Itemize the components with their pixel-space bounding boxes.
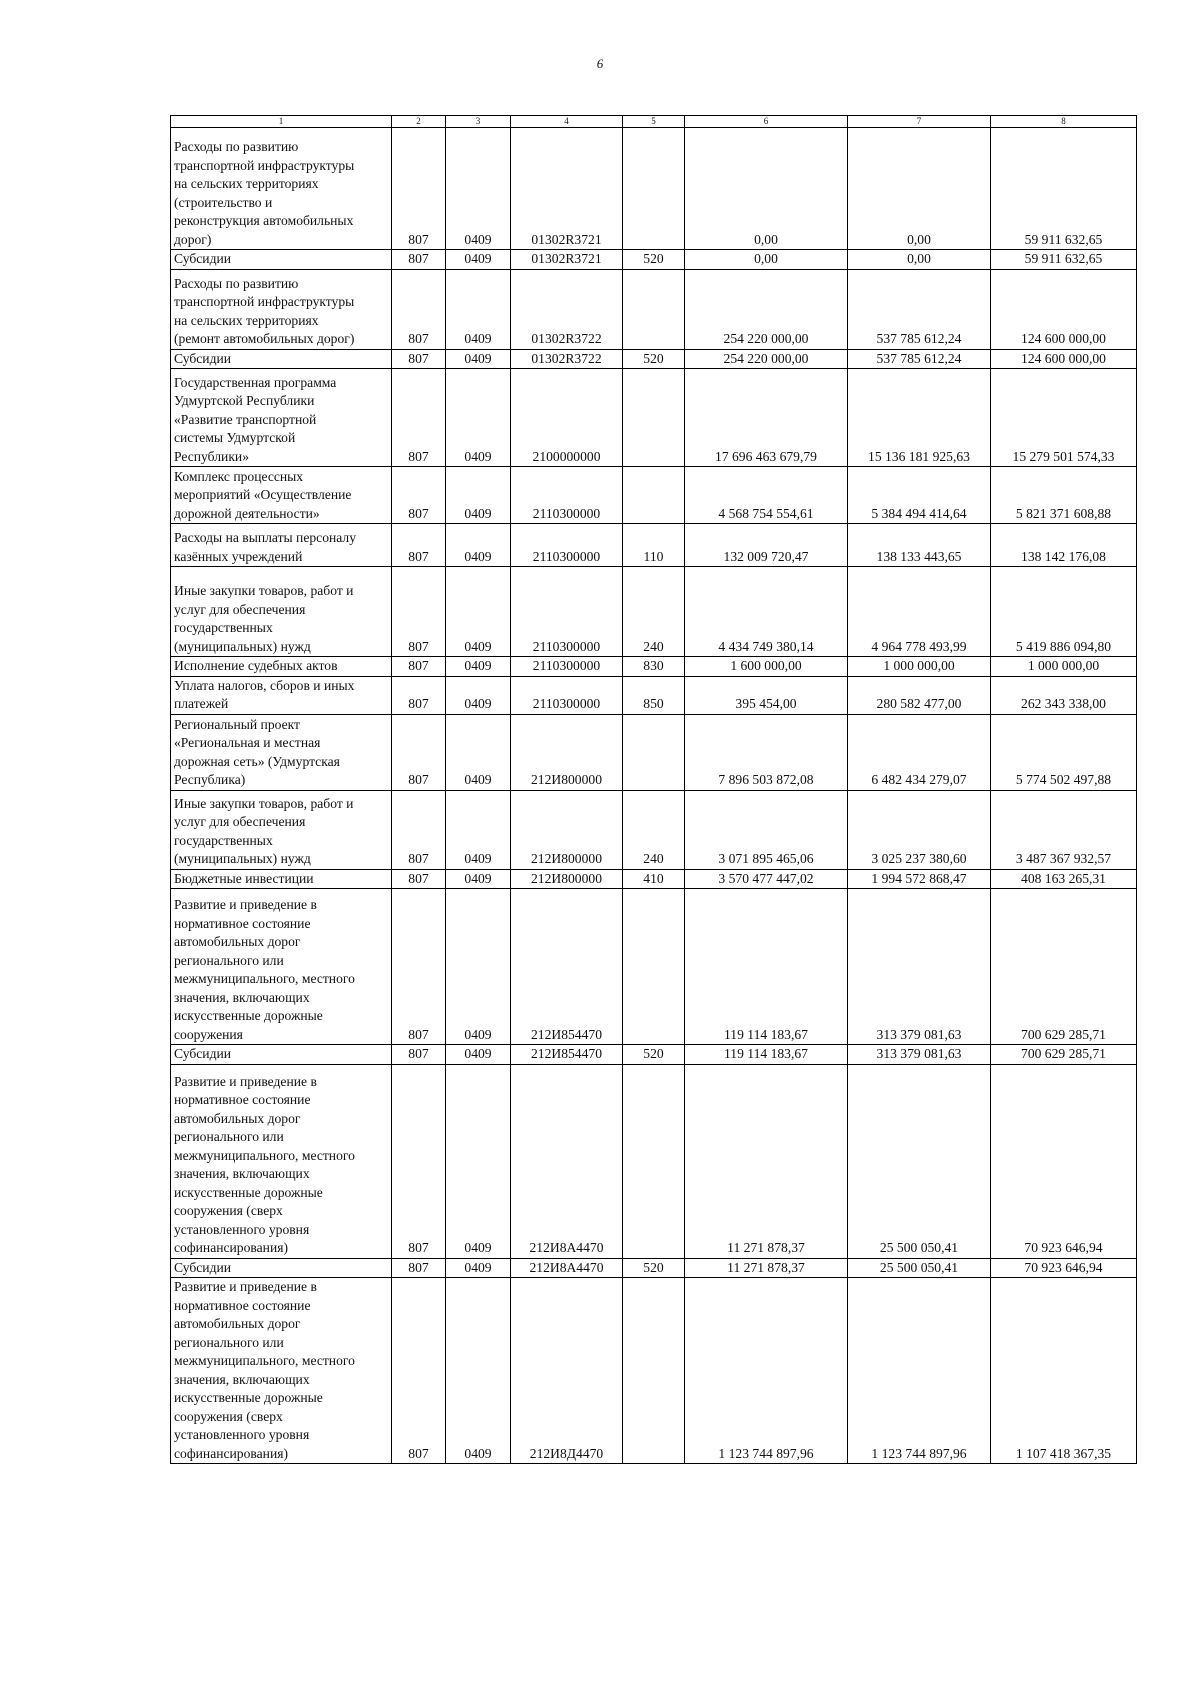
amount-year1-cell: 4 434 749 380,14	[685, 567, 848, 657]
ministry-code-cell: 807	[392, 250, 446, 270]
amount-year3-cell: 59 911 632,65	[991, 128, 1137, 250]
expense-name-cell: Расходы на выплаты персоналу казённых учреждений	[171, 524, 392, 567]
table-row	[171, 714, 1137, 790]
table-row	[171, 790, 1137, 869]
expense-type-cell: 830	[623, 657, 685, 677]
amount-year3-cell: 3 487 367 932,57	[991, 790, 1137, 869]
section-code-cell: 0409	[446, 250, 511, 270]
amount-year2-cell: 537 785 612,24	[848, 269, 991, 349]
expense-type-cell	[623, 269, 685, 349]
expense-name-cell: Иные закупки товаров, работ и услуг для обеспечения государственных (муниципальных) нужд	[171, 790, 392, 869]
table-row	[171, 657, 1137, 677]
section-code-cell: 0409	[446, 714, 511, 790]
amount-year3-cell: 15 279 501 574,33	[991, 369, 1137, 467]
amount-year2-cell: 313 379 081,63	[848, 1045, 991, 1065]
expense-name-cell: Комплекс процессных мероприятий «Осуществление дорожной деятельности»	[171, 467, 392, 524]
amount-year2-cell: 1 123 744 897,96	[848, 1278, 991, 1464]
amount-year1-cell: 1 123 744 897,96	[685, 1278, 848, 1464]
section-code-cell: 0409	[446, 889, 511, 1045]
target-article-cell: 212И800000	[511, 869, 623, 889]
amount-year2-cell: 280 582 477,00	[848, 676, 991, 714]
target-article-cell: 2110300000	[511, 657, 623, 677]
amount-year2-cell: 537 785 612,24	[848, 349, 991, 369]
ministry-code-cell: 807	[392, 1064, 446, 1258]
amount-year1-cell: 119 114 183,67	[685, 889, 848, 1045]
expense-name-cell: Расходы по развитию транспортной инфраструктуры на сельских территориях (строительство и реконструкция автомобильных дорог)	[171, 128, 392, 250]
target-article-cell: 212И800000	[511, 790, 623, 869]
ministry-code-cell: 807	[392, 369, 446, 467]
amount-year1-cell: 395 454,00	[685, 676, 848, 714]
section-code-cell: 0409	[446, 1278, 511, 1464]
expense-type-cell: 520	[623, 349, 685, 369]
header-cell: 1	[171, 116, 392, 128]
page-number: 6	[596, 56, 604, 71]
amount-year1-cell: 0,00	[685, 250, 848, 270]
expense-type-cell	[623, 1278, 685, 1464]
table-row	[171, 269, 1137, 349]
table-row	[171, 349, 1137, 369]
table-row	[171, 889, 1137, 1045]
ministry-code-cell: 807	[392, 128, 446, 250]
amount-year3-cell: 124 600 000,00	[991, 349, 1137, 369]
table-row	[171, 567, 1137, 657]
amount-year2-cell: 25 500 050,41	[848, 1064, 991, 1258]
section-code-cell: 0409	[446, 1064, 511, 1258]
expense-name-cell: Уплата налогов, сборов и иных платежей	[171, 676, 392, 714]
ministry-code-cell: 807	[392, 790, 446, 869]
section-code-cell: 0409	[446, 524, 511, 567]
ministry-code-cell: 807	[392, 467, 446, 524]
amount-year3-cell: 5 821 371 608,88	[991, 467, 1137, 524]
budget-table	[170, 115, 1137, 1464]
amount-year3-cell: 124 600 000,00	[991, 269, 1137, 349]
header-cell: 3	[446, 116, 511, 128]
amount-year3-cell: 408 163 265,31	[991, 869, 1137, 889]
expense-type-cell	[623, 714, 685, 790]
expense-name-cell: Субсидии	[171, 349, 392, 369]
table-row	[171, 128, 1137, 250]
section-code-cell: 0409	[446, 128, 511, 250]
table-row	[171, 250, 1137, 270]
header-row	[171, 116, 1137, 128]
amount-year2-cell: 15 136 181 925,63	[848, 369, 991, 467]
section-code-cell: 0409	[446, 676, 511, 714]
amount-year1-cell: 0,00	[685, 128, 848, 250]
amount-year3-cell: 5 419 886 094,80	[991, 567, 1137, 657]
amount-year3-cell: 262 343 338,00	[991, 676, 1137, 714]
target-article-cell: 2110300000	[511, 567, 623, 657]
header-cell: 7	[848, 116, 991, 128]
expense-name-cell: Субсидии	[171, 250, 392, 270]
amount-year1-cell: 17 696 463 679,79	[685, 369, 848, 467]
expense-name-cell: Бюджетные инвестиции	[171, 869, 392, 889]
amount-year1-cell: 254 220 000,00	[685, 269, 848, 349]
section-code-cell: 0409	[446, 369, 511, 467]
section-code-cell: 0409	[446, 869, 511, 889]
section-code-cell: 0409	[446, 1258, 511, 1278]
table-row	[171, 1064, 1137, 1258]
header-cell: 6	[685, 116, 848, 128]
expense-name-cell: Иные закупки товаров, работ и услуг для обеспечения государственных (муниципальных) нужд	[171, 567, 392, 657]
expense-type-cell	[623, 889, 685, 1045]
amount-year1-cell: 1 600 000,00	[685, 657, 848, 677]
table-body	[171, 128, 1137, 1464]
ministry-code-cell: 807	[392, 714, 446, 790]
ministry-code-cell: 807	[392, 1278, 446, 1464]
amount-year3-cell: 59 911 632,65	[991, 250, 1137, 270]
ministry-code-cell: 807	[392, 1045, 446, 1065]
target-article-cell: 212И8Д4470	[511, 1278, 623, 1464]
amount-year3-cell: 70 923 646,94	[991, 1258, 1137, 1278]
section-code-cell: 0409	[446, 269, 511, 349]
table-row	[171, 369, 1137, 467]
amount-year2-cell: 3 025 237 380,60	[848, 790, 991, 869]
expense-type-cell	[623, 1064, 685, 1258]
target-article-cell: 01302R3721	[511, 128, 623, 250]
expense-type-cell	[623, 369, 685, 467]
table-row	[171, 869, 1137, 889]
target-article-cell: 01302R3722	[511, 269, 623, 349]
expense-name-cell: Развитие и приведение в нормативное состояние автомобильных дорог регионального или межмуниципального, местного значения, включающих искусственные дорожные сооружения (сверх установленного уровня софинансирования)	[171, 1278, 392, 1464]
expense-type-cell: 520	[623, 250, 685, 270]
amount-year2-cell: 0,00	[848, 128, 991, 250]
section-code-cell: 0409	[446, 1045, 511, 1065]
expense-name-cell: Исполнение судебных актов	[171, 657, 392, 677]
amount-year2-cell: 5 384 494 414,64	[848, 467, 991, 524]
amount-year1-cell: 11 271 878,37	[685, 1258, 848, 1278]
amount-year2-cell: 0,00	[848, 250, 991, 270]
target-article-cell: 2110300000	[511, 524, 623, 567]
amount-year1-cell: 254 220 000,00	[685, 349, 848, 369]
table-row	[171, 1278, 1137, 1464]
table-row	[171, 1045, 1137, 1065]
expense-type-cell	[623, 467, 685, 524]
expense-type-cell: 410	[623, 869, 685, 889]
target-article-cell: 212И800000	[511, 714, 623, 790]
target-article-cell: 212И854470	[511, 889, 623, 1045]
section-code-cell: 0409	[446, 790, 511, 869]
amount-year1-cell: 11 271 878,37	[685, 1064, 848, 1258]
expense-name-cell: Расходы по развитию транспортной инфраструктуры на сельских территориях (ремонт автомобильных дорог)	[171, 269, 392, 349]
amount-year3-cell: 700 629 285,71	[991, 889, 1137, 1045]
ministry-code-cell: 807	[392, 524, 446, 567]
header-cell: 2	[392, 116, 446, 128]
amount-year1-cell: 132 009 720,47	[685, 524, 848, 567]
amount-year1-cell: 3 570 477 447,02	[685, 869, 848, 889]
amount-year2-cell: 25 500 050,41	[848, 1258, 991, 1278]
target-article-cell: 212И8А4470	[511, 1064, 623, 1258]
expense-type-cell: 240	[623, 567, 685, 657]
table-row	[171, 1258, 1137, 1278]
expense-name-cell: Развитие и приведение в нормативное состояние автомобильных дорог регионального или межмуниципального, местного значения, включающих искусственные дорожные сооружения (сверх установленного уровня софинансирования)	[171, 1064, 392, 1258]
ministry-code-cell: 807	[392, 269, 446, 349]
amount-year3-cell: 138 142 176,08	[991, 524, 1137, 567]
amount-year2-cell: 138 133 443,65	[848, 524, 991, 567]
expense-name-cell: Региональный проект «Региональная и местная дорожная сеть» (Удмуртская Республика)	[171, 714, 392, 790]
section-code-cell: 0409	[446, 349, 511, 369]
expense-type-cell: 520	[623, 1258, 685, 1278]
ministry-code-cell: 807	[392, 349, 446, 369]
section-code-cell: 0409	[446, 657, 511, 677]
amount-year1-cell: 3 071 895 465,06	[685, 790, 848, 869]
expense-type-cell: 240	[623, 790, 685, 869]
target-article-cell: 2110300000	[511, 467, 623, 524]
ministry-code-cell: 807	[392, 676, 446, 714]
ministry-code-cell: 807	[392, 869, 446, 889]
ministry-code-cell: 807	[392, 1258, 446, 1278]
target-article-cell: 01302R3721	[511, 250, 623, 270]
ministry-code-cell: 807	[392, 657, 446, 677]
expense-name-cell: Субсидии	[171, 1258, 392, 1278]
amount-year3-cell: 1 107 418 367,35	[991, 1278, 1137, 1464]
section-code-cell: 0409	[446, 567, 511, 657]
amount-year2-cell: 313 379 081,63	[848, 889, 991, 1045]
target-article-cell: 2100000000	[511, 369, 623, 467]
amount-year3-cell: 5 774 502 497,88	[991, 714, 1137, 790]
amount-year3-cell: 1 000 000,00	[991, 657, 1137, 677]
table-row	[171, 676, 1137, 714]
amount-year2-cell: 4 964 778 493,99	[848, 567, 991, 657]
target-article-cell: 212И8А4470	[511, 1258, 623, 1278]
amount-year1-cell: 4 568 754 554,61	[685, 467, 848, 524]
ministry-code-cell: 807	[392, 567, 446, 657]
amount-year1-cell: 7 896 503 872,08	[685, 714, 848, 790]
amount-year2-cell: 1 000 000,00	[848, 657, 991, 677]
amount-year2-cell: 6 482 434 279,07	[848, 714, 991, 790]
expense-type-cell: 520	[623, 1045, 685, 1065]
target-article-cell: 212И854470	[511, 1045, 623, 1065]
header-cell: 8	[991, 116, 1137, 128]
table-row	[171, 524, 1137, 567]
target-article-cell: 2110300000	[511, 676, 623, 714]
expense-name-cell: Субсидии	[171, 1045, 392, 1065]
expense-type-cell	[623, 128, 685, 250]
amount-year3-cell: 700 629 285,71	[991, 1045, 1137, 1065]
section-code-cell: 0409	[446, 467, 511, 524]
expense-type-cell: 110	[623, 524, 685, 567]
expense-type-cell: 850	[623, 676, 685, 714]
amount-year2-cell: 1 994 572 868,47	[848, 869, 991, 889]
header-cell: 4	[511, 116, 623, 128]
target-article-cell: 01302R3722	[511, 349, 623, 369]
amount-year3-cell: 70 923 646,94	[991, 1064, 1137, 1258]
amount-year1-cell: 119 114 183,67	[685, 1045, 848, 1065]
ministry-code-cell: 807	[392, 889, 446, 1045]
expense-name-cell: Государственная программа Удмуртской Республики «Развитие транспортной системы Удмуртской Республики»	[171, 369, 392, 467]
expense-name-cell: Развитие и приведение в нормативное состояние автомобильных дорог регионального или межмуниципального, местного значения, включающих искусственные дорожные сооружения	[171, 889, 392, 1045]
header-cell: 5	[623, 116, 685, 128]
table-row	[171, 467, 1137, 524]
